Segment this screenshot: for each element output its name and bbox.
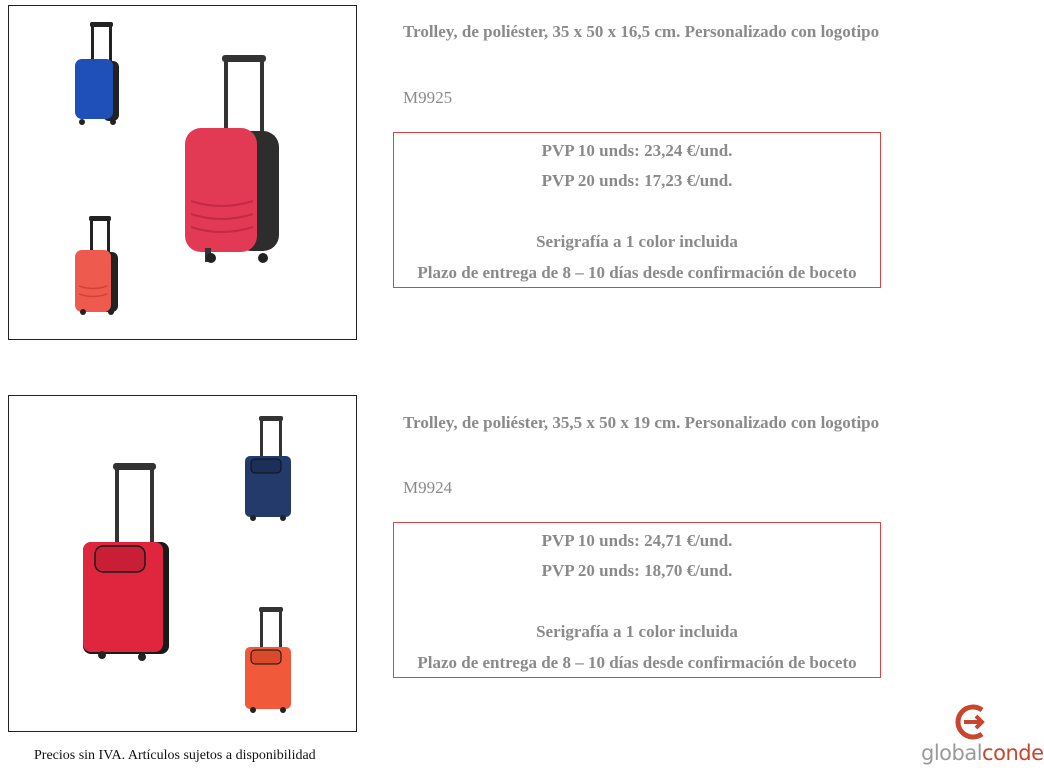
delivery-info: Plazo de entrega de 8 – 10 días desde confirmación de boceto	[417, 263, 857, 282]
logo-text-conde: conde	[982, 741, 1044, 765]
product-image-m9925	[8, 5, 357, 340]
trolley-orange-small	[245, 607, 291, 713]
price-10-units: PVP 10 unds: 24,71 €/und.	[541, 531, 733, 550]
price-box	[393, 132, 881, 288]
price-box	[393, 522, 881, 678]
delivery-info: Plazo de entrega de 8 – 10 días desde confirmación de boceto	[417, 653, 857, 672]
trolley-red-large	[83, 463, 169, 661]
trolley-navy-small	[245, 416, 291, 521]
print-info: Serigrafía a 1 color incluida	[536, 622, 738, 641]
trolley-pink-large	[185, 55, 279, 263]
globalconde-logo-icon	[952, 702, 988, 742]
globalconde-logo-text	[921, 741, 1044, 765]
footer-disclaimer: Precios sin IVA. Artículos sujetos a disponibilidad	[34, 748, 316, 763]
product-title: Trolley, de poliéster, 35 x 50 x 16,5 cm. Personalizado con logotipo	[403, 22, 880, 41]
product-image-m9924	[8, 395, 357, 732]
price-20-units: PVP 20 unds: 17,23 €/und.	[541, 171, 733, 190]
trolley-red-small	[75, 216, 118, 315]
price-10-units: PVP 10 unds: 23,24 €/und.	[541, 141, 733, 160]
trolley-illustration-group-2	[9, 396, 356, 731]
price-20-units: PVP 20 unds: 18,70 €/und.	[541, 561, 733, 580]
product-code: M9924	[403, 478, 453, 497]
product-title: Trolley, de poliéster, 35,5 x 50 x 19 cm. Personalizado con logotipo	[403, 413, 880, 432]
trolley-blue-small	[75, 22, 119, 125]
print-info: Serigrafía a 1 color incluida	[536, 232, 738, 251]
logo-text-global: global	[921, 741, 983, 765]
trolley-illustration-group-1	[9, 6, 356, 339]
product-code: M9925	[403, 88, 453, 107]
